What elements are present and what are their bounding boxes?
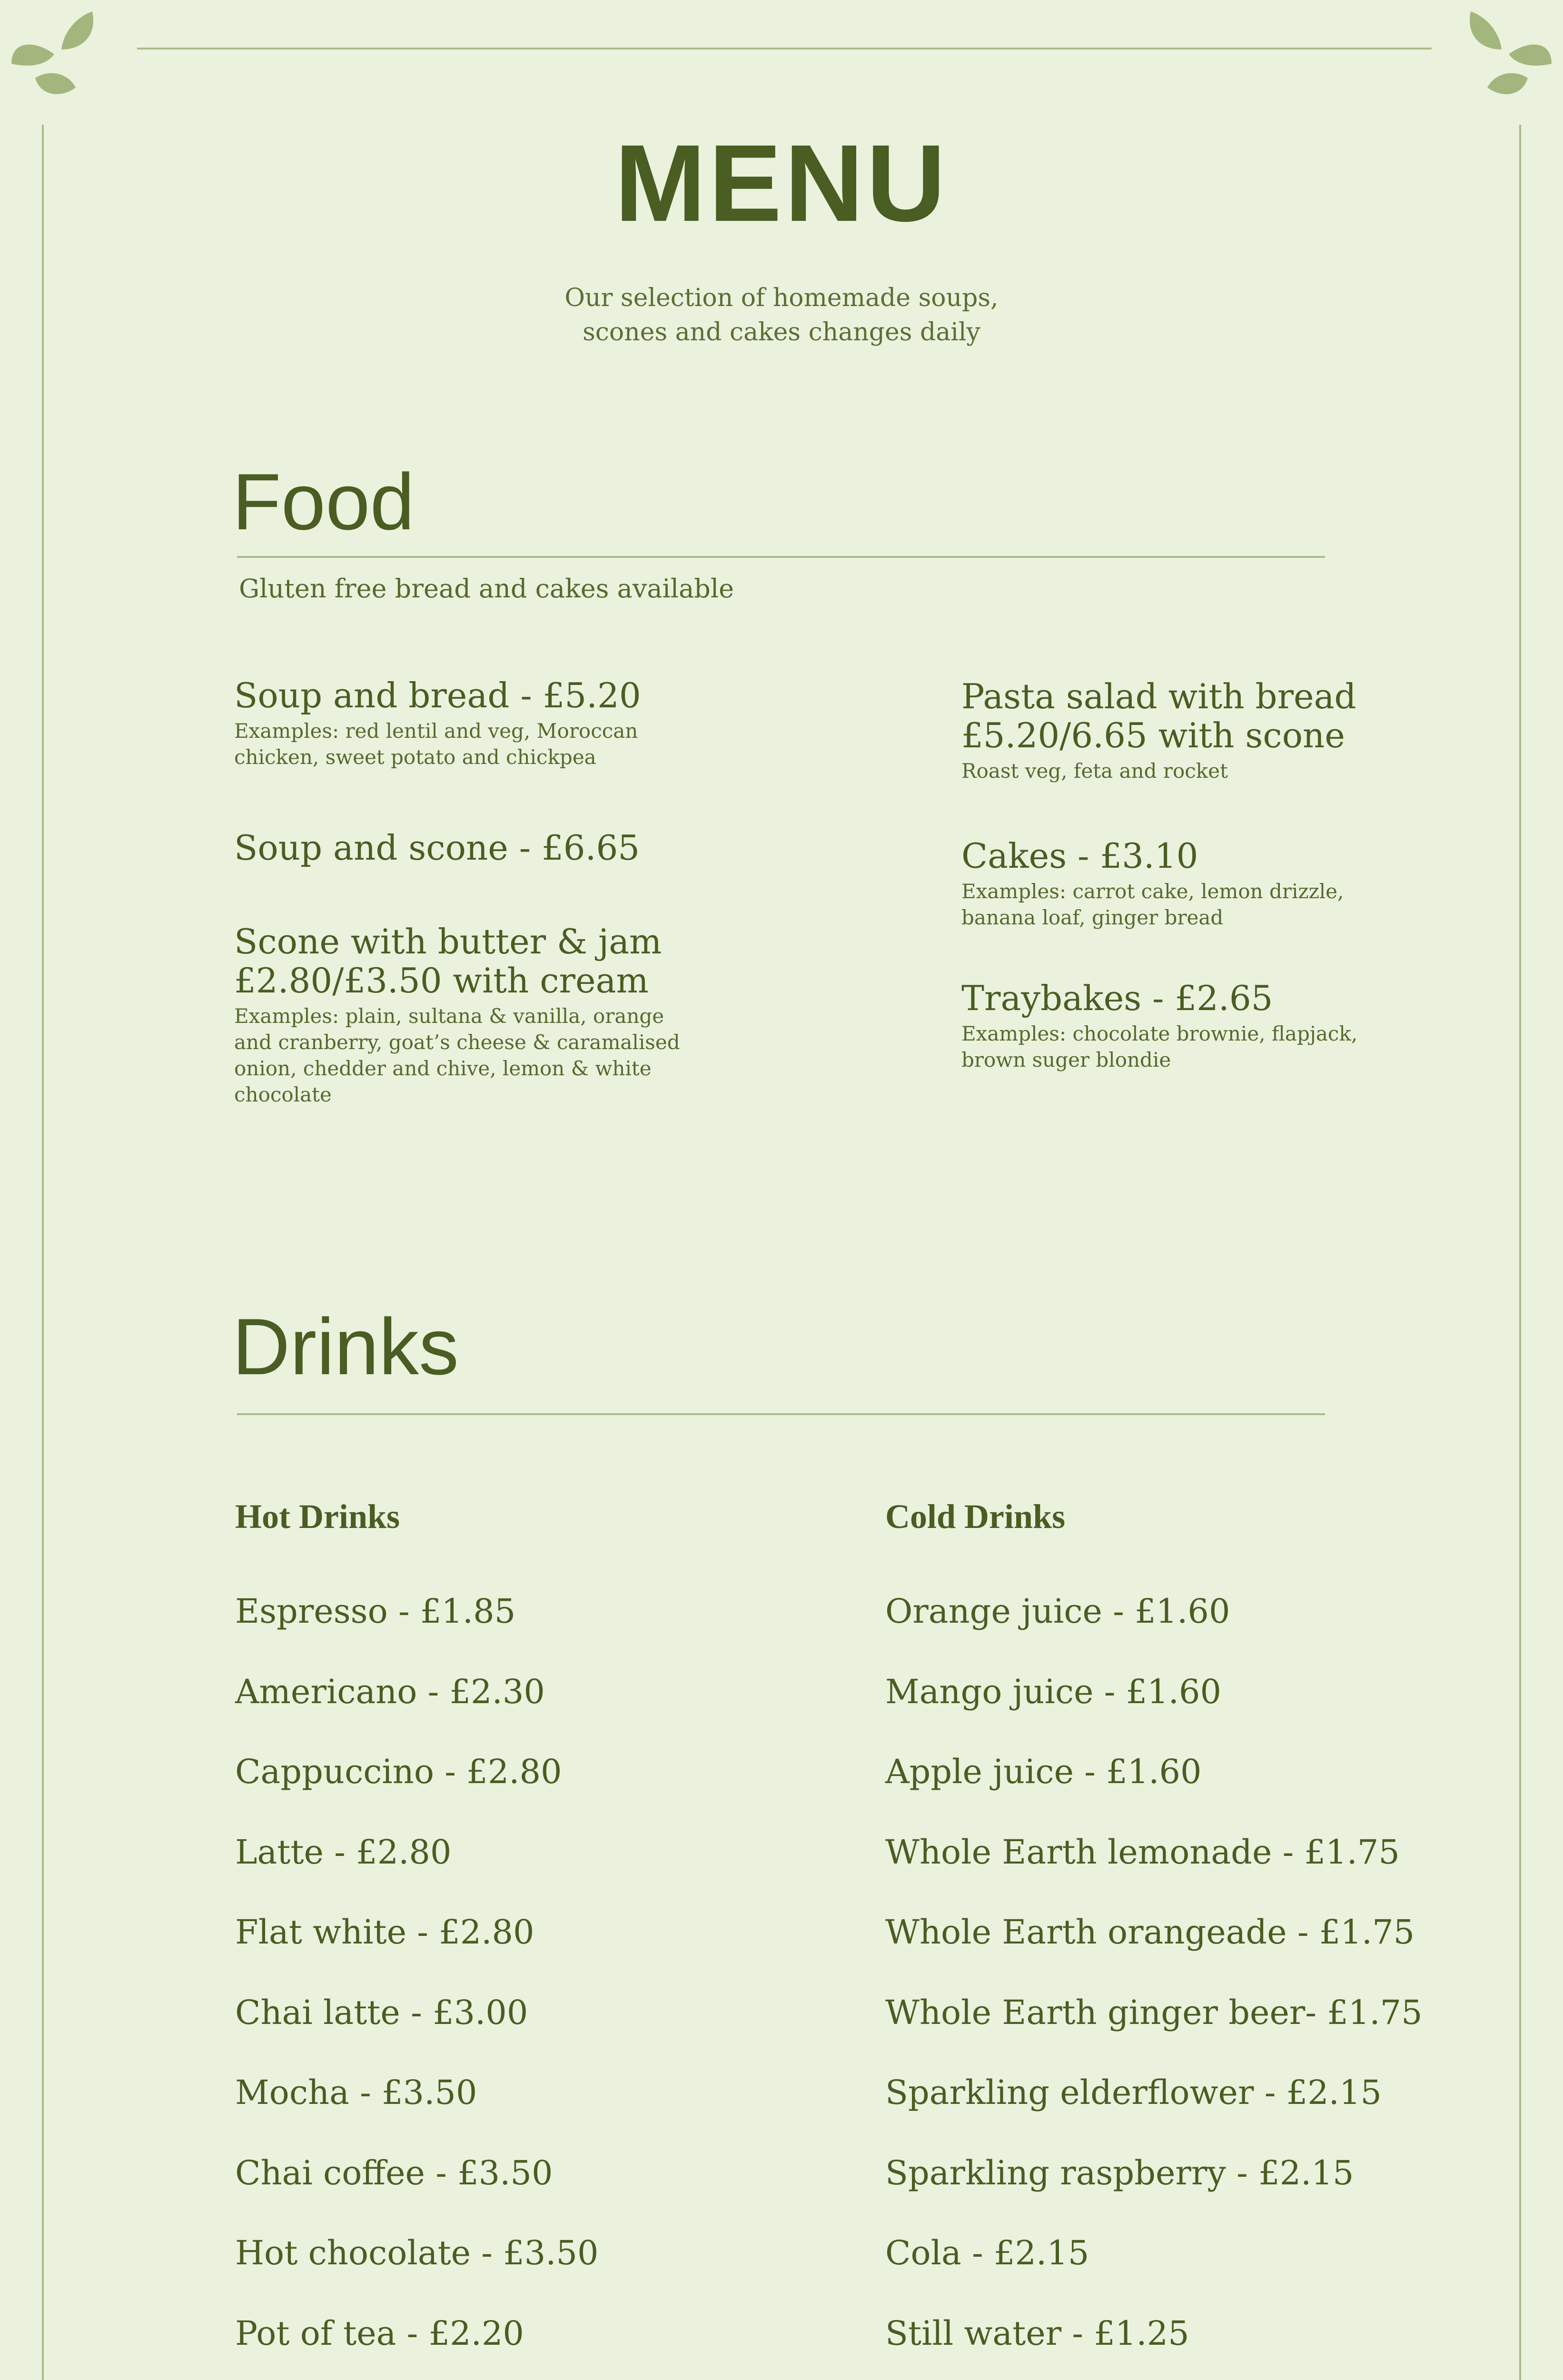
food-divider xyxy=(237,556,1325,558)
food-item-title xyxy=(234,676,853,715)
food-item-desc-line: Examples: carrot cake, lemon drizzle, xyxy=(961,880,1344,903)
drink-item: Apple juice - £1.60 xyxy=(885,1752,1202,1791)
cold-drinks-list xyxy=(885,1590,1423,2380)
food-item-title-line: Pasta salad with bread xyxy=(961,676,1356,716)
food-item-title-line: Soup and scone - £6.65 xyxy=(234,828,640,868)
gluten-free-note: Gluten free bread and cakes available xyxy=(239,574,734,604)
food-item-description xyxy=(961,1021,1485,1073)
drink-item: Americano - £2.30 xyxy=(235,1672,545,1711)
food-item-description xyxy=(234,718,853,770)
drink-item: Mango juice - £1.60 xyxy=(885,1672,1222,1711)
drink-item: Pot of tea - £2.20 xyxy=(235,2313,524,2353)
food-item-title-line: Traybakes - £2.65 xyxy=(961,978,1273,1018)
leaf-icon xyxy=(7,7,102,102)
left-border-rule xyxy=(42,125,44,2380)
drink-item: Cola - £2.15 xyxy=(885,2233,1089,2272)
food-item-description xyxy=(234,1003,853,1108)
drink-item: Whole Earth lemonade - £1.75 xyxy=(885,1832,1400,1872)
drinks-divider xyxy=(237,1413,1325,1415)
food-item-desc-line: chicken, sweet potato and chickpea xyxy=(234,745,596,769)
drink-item: Latte - £2.80 xyxy=(235,1832,452,1872)
right-border-rule xyxy=(1519,125,1521,2380)
drink-item: Whole Earth ginger beer- £1.75 xyxy=(885,1993,1423,2032)
food-item-desc-line: chocolate xyxy=(234,1083,332,1106)
food-item-desc-line: Roast veg, feta and rocket xyxy=(961,759,1228,783)
subtitle-line: scones and cakes changes daily xyxy=(583,318,980,347)
food-item xyxy=(234,922,853,1108)
leaf-icon xyxy=(1461,7,1556,102)
drink-item: Flat white - £2.80 xyxy=(235,1913,534,1952)
drink-item: Espresso - £1.85 xyxy=(235,1592,516,1631)
food-item xyxy=(961,677,1485,784)
subtitle-line: Our selection of homemade soups, xyxy=(564,284,999,312)
food-item-desc-line: Examples: red lentil and veg, Moroccan xyxy=(234,719,638,743)
food-item xyxy=(234,676,853,770)
food-item xyxy=(961,979,1485,1073)
food-item-desc-line: banana loaf, ginger bread xyxy=(961,906,1224,929)
food-item-title-line: £5.20/6.65 with scone xyxy=(961,715,1345,755)
top-border-rule xyxy=(137,48,1432,50)
food-item-title-line: Scone with butter & jam xyxy=(234,922,662,962)
food-item-title xyxy=(961,979,1485,1018)
drinks-section-title: Drinks xyxy=(232,1302,459,1391)
drink-item: Hot chocolate - £3.50 xyxy=(235,2233,599,2272)
food-item-title-line: Soup and bread - £5.20 xyxy=(234,675,641,715)
drink-item: Chai coffee - £3.50 xyxy=(235,2153,553,2192)
food-item-desc-line: Examples: plain, sultana & vanilla, orange xyxy=(234,1004,664,1028)
food-item-desc-line: brown suger blondie xyxy=(961,1048,1171,1071)
drink-item: Still water - £1.25 xyxy=(885,2313,1189,2353)
drink-item: Sparkling elderflower - £2.15 xyxy=(885,2073,1382,2112)
drink-item: Sparkling raspberry - £2.15 xyxy=(885,2153,1354,2192)
food-section-title: Food xyxy=(232,457,415,546)
food-item-desc-line: Examples: chocolate brownie, flapjack, xyxy=(961,1022,1358,1045)
food-item-title xyxy=(234,828,853,867)
hot-drinks-heading: Hot Drinks xyxy=(235,1497,400,1536)
food-item-title xyxy=(961,836,1485,875)
menu-title: MENU xyxy=(614,122,949,244)
food-item xyxy=(961,836,1485,931)
food-item-description xyxy=(961,758,1485,784)
food-item-title-line: £2.80/£3.50 with cream xyxy=(234,961,649,1001)
food-item-desc-line: onion, chedder and chive, lemon & white xyxy=(234,1057,652,1080)
drink-item: Chai latte - £3.00 xyxy=(235,1993,528,2032)
food-item-title-line: Cakes - £3.10 xyxy=(961,836,1198,876)
food-item-desc-line: and cranberry, goat’s cheese & caramalised xyxy=(234,1031,680,1054)
hot-drinks-list xyxy=(235,1590,599,2380)
cold-drinks-heading: Cold Drinks xyxy=(885,1497,1066,1536)
drink-item: Whole Earth orangeade - £1.75 xyxy=(885,1913,1415,1952)
food-item-title xyxy=(961,677,1485,755)
menu-subtitle xyxy=(0,281,1563,349)
food-item-title xyxy=(234,922,853,1000)
drink-item: Cappuccino - £2.80 xyxy=(235,1752,562,1791)
food-item-description xyxy=(961,878,1485,931)
drink-item: Orange juice - £1.60 xyxy=(885,1592,1230,1631)
drink-item: Mocha - £3.50 xyxy=(235,2073,477,2112)
food-item xyxy=(234,828,853,867)
